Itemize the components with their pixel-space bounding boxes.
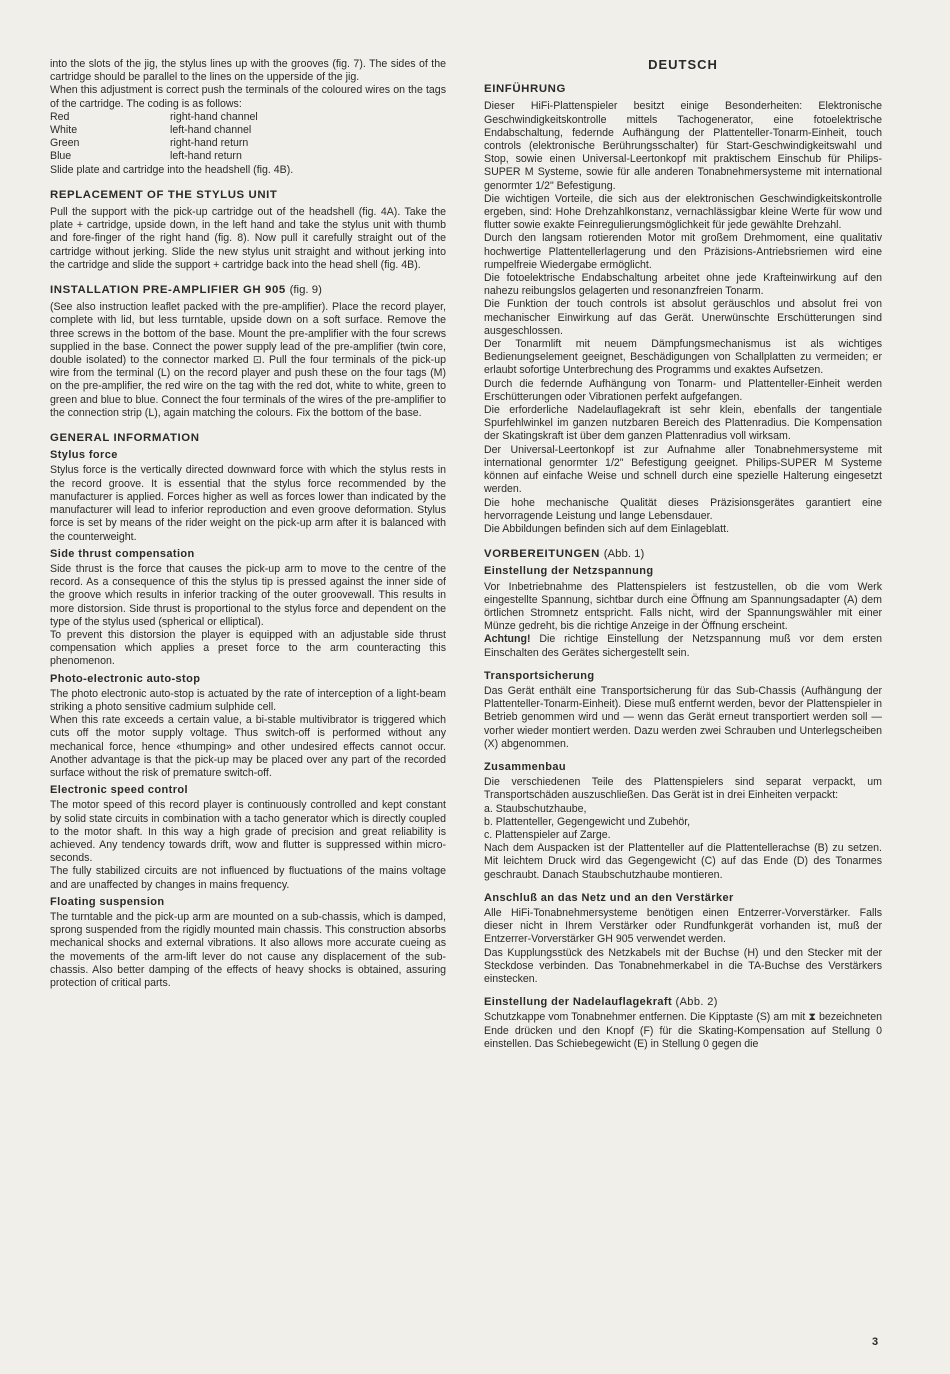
paragraph: Die hohe mechanische Qualität dieses Präzisionsgerätes garantiert eine hervorragende Leistung und lange Lebensdauer. [484, 496, 882, 522]
paragraph: Die fotoelektrische Endabschaltung arbeitet ohne jede Krafteinwirkung auf den nahezu reibungslos gelagerten und resonanzfreien Tonarm. [484, 272, 882, 298]
paragraph: Das Kupplungsstück des Netzkabels mit der Buchse (H) und den Stecker mit der Steckdose verbinden. Das Tonabnehmerkabel in die TA-Buchse des Verstärkers einstecken. [484, 946, 882, 985]
warning-text: Die richtige Einstellung der Netzspannung muß vor dem ersten Einschalten des Gerätes sichergestellt sein. [484, 633, 882, 659]
language-heading: DEUTSCH [648, 57, 718, 72]
subheading-transportsicherung: Transportsicherung [484, 669, 595, 682]
section-heading-einfuehrung: EINFÜHRUNG [484, 83, 566, 96]
heading-text: INSTALLATION PRE-AMPLIFIER GH 905 [50, 284, 286, 297]
paragraph: Nach dem Auspacken ist der Plattenteller auf die Plattentellerachse (B) zu setzen. Mit leichtem Druck wird das Gegengewicht (C) auf das Ende (D) des Tonarmes geschraubt. Danach Staubschutzhaube montieren. [484, 842, 882, 881]
paragraph: Durch die federnde Aufhängung von Tonarm- und Plattenteller-Einheit werden Erschütterungen oder Vibrationen perfekt aufgefangen. [484, 377, 882, 403]
color-name: White [50, 124, 78, 137]
heading-text: VORBEREITUNGEN [484, 548, 600, 561]
paragraph: The motor speed of this record player is continuously controlled and kept constant by solid state circuits in combination with a tacho generator which is directly coupled to the motor shaft. In this way a high grade of precision and great reliability is achieved. Any tendency towards drift, wow and flutter is suppressed within micro-seconds. [50, 799, 446, 865]
warning-label: Achtung! [484, 633, 531, 646]
paragraph: Slide plate and cartridge into the headshell (fig. 4B). [50, 163, 294, 176]
figure-reference: (fig. 9) [289, 284, 322, 297]
paragraph: Die erforderliche Nadelauflagekraft ist sehr klein, ebenfalls der tangentiale Spurfehlwinkel im ganzen nutzbaren Bereich des Plattenradius. Die Kompensation der Skatingskraft ist über dem ganzen Plattenradius voll wirksam. [484, 404, 882, 443]
page-number: 3 [872, 1336, 879, 1348]
section-heading-general: GENERAL INFORMATION [50, 432, 200, 445]
color-row-green [50, 137, 446, 150]
subheading-floating-suspension: Floating suspension [50, 895, 165, 908]
subheading-speed-control: Electronic speed control [50, 784, 188, 797]
paragraph: Durch den langsam rotierenden Motor mit großem Drehmoment, eine qualitativ hochwertige Plattentellerlagerung und den Präzisions-Antriebsriemen wird eine rumpelfreie Wiedergabe ermöglicht. [484, 232, 882, 271]
paragraph: Die Abbildungen befinden sich auf dem Einlageblatt. [484, 522, 730, 535]
list-item: c. Plattenspieler auf Zarge. [484, 828, 611, 841]
paragraph: Stylus force is the vertically directed downward force with which the stylus rests in the record groove. It is essential that the stylus force recommended by the manufacturer is applied. Forces higher as well as forces lower than indicated by the manufacturer will lead to inferior reproduction and even groove deformation. Stylus force is set by means of the rider weight on the pick-up arm after it is balanced with the counterweight. [50, 464, 446, 543]
subheading-zusammenbau: Zusammenbau [484, 760, 567, 773]
paragraph: Schutzkappe vom Tonabnehmer entfernen. Die Kipptaste (S) am mit ⧗ bezeichneten Ende drücken und den Knopf (F) für die Skating-Kompensation auf Stellung 0 einstellen. Das Schiebegewicht (E) in Stellung 0 gegen die [484, 1011, 882, 1050]
paragraph [484, 633, 882, 659]
paragraph: When this rate exceeds a certain value, a bi-stable multivibrator is triggered which cuts off the motor supply voltage. Thus switch-off is performed without any mechanical force, hence «thumping» and other undesired effects cannot occur. Another advantage is that the pick-up may be placed over any part of the recorded surface without the risk of premature switch-off. [50, 714, 446, 779]
paragraph: Alle HiFi-Tonabnehmersysteme benötigen einen Entzerrer-Vorverstärker. Falls dieser nicht in Ihrem Verstärker oder Rundfunkgerät vorhanden ist, muß der Entzerrer-Vorverstärker GH 905 verwendet werden. [484, 906, 882, 946]
color-row-blue [50, 150, 446, 163]
color-row-red [50, 111, 446, 124]
paragraph: Pull the support with the pick-up cartridge out of the headshell (fig. 4A). Take the plate + cartridge, upside down, in the left hand and take the stylus unit with thumb and fore-finger of the right hand (fig. 8). Now pull it carefully straight out of the cartridge without jerking. Slide the new stylus unit straight and without jerking into the cartridge and slide the support + cartridge back into the head shell (fig. 4B). [50, 206, 446, 271]
paragraph: Dieser HiFi-Plattenspieler besitzt einige Besonderheiten: Elektronische Geschwindigkeitskontrolle mittels Tachogenerator, eine fotoelektrische Endabschaltung, federnde Aufhängung der Plattenteller-Tonarm-Einheit, touch controls (elektronische Berührungsschalter) für Start-Geschwindigkeitswahl und Stop, sowie einen Universal-Leertonkopf mit praktischem Einschub für Philips-SUPER M Systeme, sowie für alle anderen Tonabnehmersysteme mit international genormter 1/2" Befestigung. [484, 100, 882, 192]
paragraph: Der Universal-Leertonkopf ist zur Aufnahme aller Tonabnehmersysteme mit international genormter 1/2" Befestigung geeignet. Philips-SUPER M Systeme können auf einfache Weise und schnell durch eine spezielle Halterung eingesetzt werden. [484, 443, 882, 496]
paragraph: Der Tonarmlift mit neuem Dämpfungsmechanismus ist als wichtiges Bedienungselement geeignet, Beschädigungen von Schallplatten zu vermeiden; er erlaubt sofortige Unterbrechung des Programms und exaktes Aufsetzen. [484, 338, 882, 377]
paragraph: Die verschiedenen Teile des Plattenspielers sind separat verpackt, um Transportschäden auszuschließen. Das Gerät ist in drei Einheiten verpackt: [484, 776, 882, 802]
subheading-anschluss: Anschluß an das Netz und an den Verstärker [484, 891, 734, 904]
english-column [50, 58, 446, 990]
color-meaning: left-hand return [170, 150, 242, 163]
section-heading-replacement: REPLACEMENT OF THE STYLUS UNIT [50, 188, 278, 201]
color-meaning: left-hand channel [170, 124, 252, 137]
subheading-side-thrust: Side thrust compensation [50, 547, 195, 560]
color-coding-table [50, 111, 446, 164]
paragraph: Vor Inbetriebnahme des Plattenspielers ist festzustellen, ob die vom Werk eingestellte Spannung, sichtbar durch eine Öffnung am Spannungsadapter (A) dem örtlichen Stromnetz entspricht. Falls nicht, wird der Spannungswähler mit einer Münze gedreht, bis die richtige Anzeige in der Öffnung erscheint. [484, 580, 882, 633]
section-heading-installation [50, 284, 446, 297]
subheading-netzspannung: Einstellung der Netzspannung [484, 565, 654, 578]
subheading-stylus-force: Stylus force [50, 449, 118, 462]
subheading-auto-stop: Photo-electronic auto-stop [50, 672, 201, 685]
paragraph: Die wichtigen Vorteile, die sich aus der elektronischen Geschwindigkeitskontrolle ergeben, sind: Hohe Drehzahlkonstanz, vernachlässigbar kleine Werte für wow und flutter sowie exakte Feinregulierungsmöglichkeit für jede gewählte Drehzahl. [484, 192, 882, 232]
paragraph: The fully stabilized circuits are not influenced by fluctuations of the mains voltage and are unaffected by changes in mains frequency. [50, 865, 446, 891]
color-name: Red [50, 110, 70, 123]
paragraph: When this adjustment is correct push the terminals of the coloured wires on the tags of the cartridge. The coding is as follows: [50, 84, 446, 110]
figure-reference: (Abb. 1) [603, 548, 645, 561]
parts-list [484, 803, 882, 843]
heading-text: Einstellung der Nadelauflagekraft [484, 996, 673, 1009]
color-meaning: right-hand channel [170, 110, 258, 123]
paragraph: The photo electronic auto-stop is actuated by the rate of interception of a light-beam striking a photo sensitive cadmium sulphide cell. [50, 687, 446, 713]
paragraph: Die Funktion der touch controls ist absolut geräuschlos und absolut frei von mechanischer Einwirkung auf das Gerät. Unerwünschte Erschütterungen sind ausgeschlossen. [484, 298, 882, 337]
color-meaning: right-hand return [170, 137, 249, 150]
list-item: a. Staubschutzhaube, [484, 802, 587, 815]
color-name: Green [50, 137, 80, 150]
figure-reference: (Abb. 2) [675, 996, 718, 1009]
subheading-nadelauflagekraft [484, 996, 882, 1009]
paragraph: Side thrust is the force that causes the pick-up arm to move to the centre of the record. As a consequence of this the stylus tip is pressed against the inner side of the groove which results in inferior tracking of the outer groovewall. This results in more distorsion. Side thrust is proportional to the stylus force and dependent on the type of the stylus used (spherical or elliptical). [50, 562, 446, 628]
section-heading-vorbereitungen [484, 548, 882, 561]
list-item: b. Plattenteller, Gegengewicht und Zubehör, [484, 815, 691, 828]
paragraph: Das Gerät enthält eine Transportsicherung für das Sub-Chassis (Aufhängung der Plattenteller-Tonarm-Einheit). Diese muß entfernt werden, bevor der Plattenspieler in Betrieb genommen wird und — wenn das Gerät erneut transportiert werden soll — vorher wieder montiert werden. Dazu werden zwei Schrauben und Unterlegscheiben (X) abgenommen. [484, 684, 882, 750]
paragraph: To prevent this distorsion the player is equipped with an adjustable side thrust compensation which applies a preset force to the arm counteracting this phenomenon. [50, 628, 446, 668]
paragraph: (See also instruction leaflet packed with the pre-amplifier). Place the record player, complete with lid, but less turntable, upside down on a soft surface. Remove the three screws in the bottom of the base. Mount the pre-amplifier with the four screws supplied in the base. Connect the power supply lead of the pre-amplifier (twin core, double isolated) to the connector marked ⊡. Pull the four terminals of the pick-up wire from the terminal (L) on the record player and push these on the four tags (M) on the pre-amplifier, the red wire on the tag with the red dot, white to white, green to green and blue to blue. Connect the four terminals of the wires of the pre-amplifier to the connection strip (L), again matching the colours. Fix the bottom of the base. [50, 301, 446, 419]
paragraph: The turntable and the pick-up arm are mounted on a sub-chassis, which is damped, sprong suspended from the rigidly mounted main chassis. This construction absorbs mechanical shocks and external vibrations. It also allows more accurate cueing as the movements of the arm-lift lever do not cause any displacement of the sub-chassis. Also better damping of the effects of heavy shocks is obtained, assuring protection of critical parts. [50, 910, 446, 989]
paragraph: into the slots of the jig, the stylus lines up with the grooves (fig. 7). The sides of the cartridge should be parallel to the lines on the upperside of the jig. [50, 58, 446, 84]
color-name: Blue [50, 150, 72, 163]
german-column [484, 58, 882, 1051]
color-row-white [50, 124, 446, 137]
